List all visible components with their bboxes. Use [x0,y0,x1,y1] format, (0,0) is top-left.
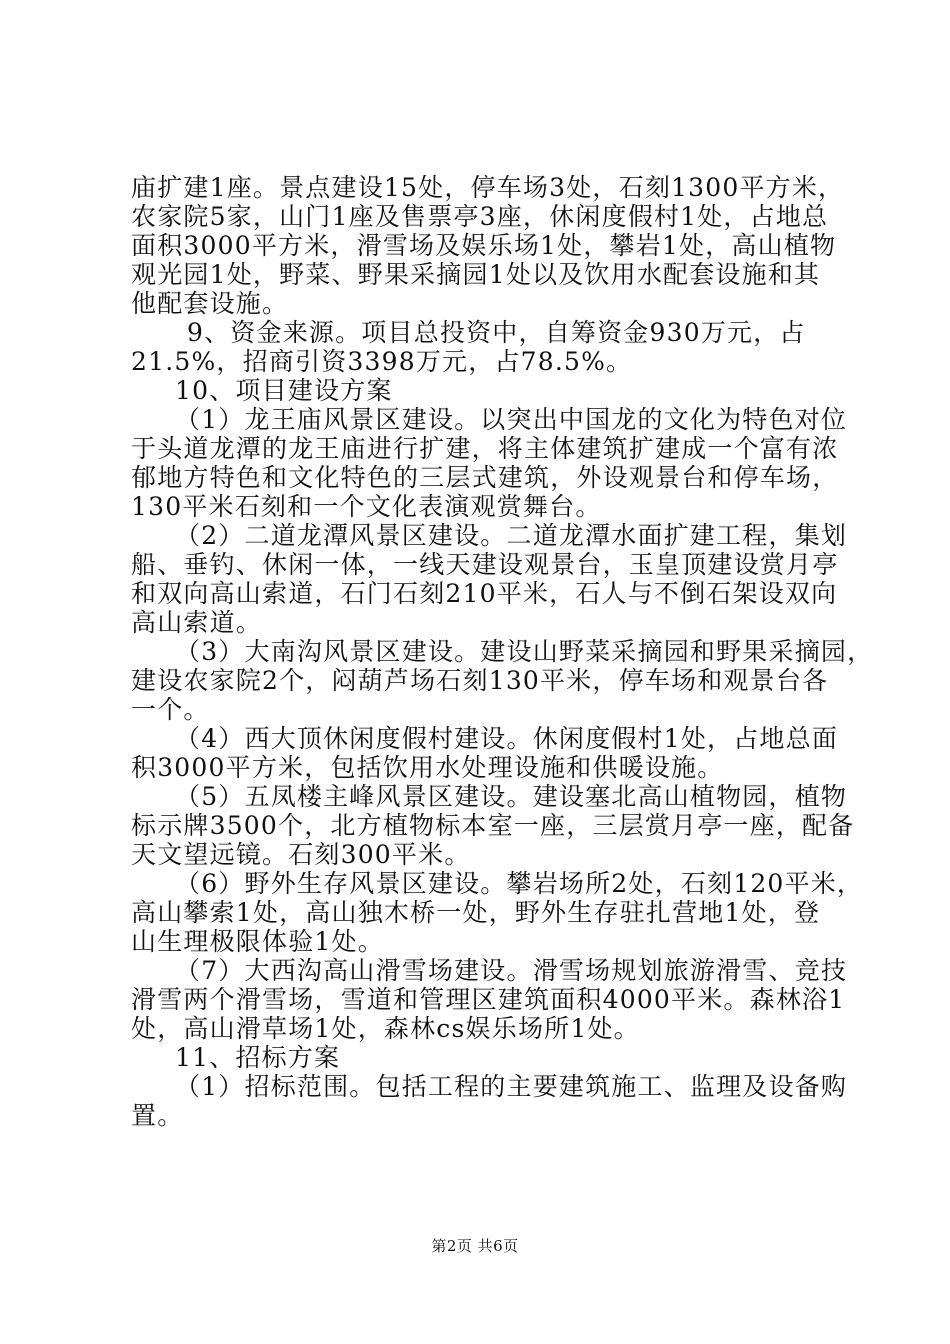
text-line: 建设农家院2个，闷葫芦场石刻130平米，停车场和观景台各 [131,666,829,695]
text-line: 处，高山滑草场1处，森林cs娱乐场所1处。 [131,1014,640,1043]
text-line: 船、垂钓、休闲一体，一线天建设观景台，玉皇顶建设赏月亭 [131,550,839,579]
text-line: 积3000平方米，包括饮用水处理设施和供暖设施。 [131,753,724,782]
text-line: （2）二道龙潭风景区建设。二道龙潭水面扩建工程，集划 [175,521,848,550]
text-line: 和双向高山索道，石门石刻210平米，石人与不倒石架设双向 [131,579,838,608]
text-line: （3）大南沟风景区建设。建设山野菜采摘园和野果采摘园， [175,637,874,666]
text-line: 山生理极限体验1处。 [131,927,384,956]
text-line: 标示牌3500个，北方植物标本室一座，三层赏月亭一座，配备 [131,811,855,840]
text-line: 农家院5家，山门1座及售票亭3座，休闲度假村1处，占地总 [131,202,829,231]
text-line: 天文望远镜。石刻300平米。 [131,840,471,869]
text-line: 于头道龙潭的龙王庙进行扩建，将主体建筑扩建成一个富有浓 [131,434,839,463]
text-line: （6）野外生存风景区建设。攀岩场所2处，石刻120平米， [175,869,864,898]
text-line: 一个。 [131,695,210,724]
text-line: 他配套设施。 [131,289,289,318]
text-line: 9、资金来源。项目总投资中，自筹资金930万元，占 [187,318,806,347]
text-line: 高山索道。 [131,608,263,637]
section-heading: 10、项目建设方案 [175,376,393,405]
text-line: （1）龙王庙风景区建设。以突出中国龙的文化为特色对位 [175,405,848,434]
text-line: （1）招标范围。包括工程的主要建筑施工、监理及设备购 [175,1072,848,1101]
text-line: 21.5%，招商引资3398万元，占78.5%。 [131,347,633,376]
text-line: 面积3000平方米，滑雪场及娱乐场1处，攀岩1处，高山植物 [131,231,837,260]
text-line: 滑雪两个滑雪场，雪道和管理区建筑面积4000平米。森林浴1 [131,985,846,1014]
text-line: （4）西大顶休闲度假村建设。休闲度假村1处，占地总面 [175,724,839,753]
section-heading: 11、招标方案 [175,1043,341,1072]
page-footer: 第2页 共6页 [431,1237,519,1255]
text-line: （5）五凤楼主峰风景区建设。建设塞北高山植物园，植物 [175,782,848,811]
text-line: 130平米石刻和一个文化表演观赏舞台。 [131,492,602,521]
text-line: 高山攀索1处，高山独木桥一处，野外生存驻扎营地1处，登 [131,898,821,927]
text-line: 观光园1处，野菜、野果采摘园1处以及饮用水配套设施和其 [131,260,821,289]
text-line: 置。 [131,1101,184,1130]
text-line: 郁地方特色和文化特色的三层式建筑，外设观景台和停车场， [131,463,839,492]
text-line: （7）大西沟高山滑雪场建设。滑雪场规划旅游滑雪、竞技 [175,956,848,985]
text-line: 庙扩建1座。景点建设15处，停车场3处，石刻1300平方米， [131,173,845,202]
